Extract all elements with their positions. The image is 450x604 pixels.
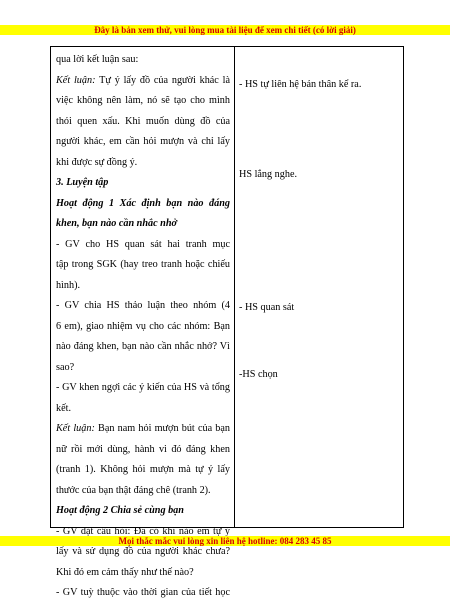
text-line bbox=[56, 296, 230, 317]
line-text: qua lời kết luận sau: bbox=[56, 54, 139, 65]
line-text: Hoạt động 2 Chia sẻ cùng bạn bbox=[56, 505, 184, 516]
text-line bbox=[56, 255, 230, 276]
line-text: - GV cho HS quan sát hai tranh mục bbox=[56, 238, 230, 250]
line-text: Tự ý lấy đồ của người khác là bbox=[95, 74, 230, 86]
conclusion-label: Kết luận: bbox=[56, 423, 95, 434]
text-line bbox=[56, 276, 230, 297]
line-text: (tranh 1). Không hỏi mượn mà tự ý lấy bbox=[56, 464, 230, 475]
preview-banner-text: Đây là bản xem thử, vui lòng mua tài liệu để xem chi tiết (có lời giải) bbox=[94, 25, 356, 35]
text-line bbox=[56, 460, 230, 481]
text-line bbox=[56, 173, 230, 194]
conclusion-label: Kết luận: bbox=[56, 74, 96, 86]
text-line bbox=[56, 501, 230, 522]
text-line bbox=[56, 481, 230, 502]
teacher-activities-text bbox=[56, 50, 230, 604]
text-line bbox=[56, 153, 230, 174]
line-text: - GV khen ngợi các ý kiến của HS và tổng bbox=[56, 382, 230, 393]
hotline-banner-text: Mọi thắc mắc vui lòng xin liên hệ hotline: 084 283 45 85 bbox=[118, 536, 332, 546]
line-text: Khi đó em cảm thấy như thế nào? bbox=[56, 566, 194, 578]
text-line bbox=[56, 214, 230, 235]
line-text: nữ rồi mới dùng, hành vi đó đáng khen bbox=[56, 443, 230, 455]
line-text: - GV đặt câu hỏi: Đã có khi nào em tự ý bbox=[56, 525, 230, 537]
text-line bbox=[56, 194, 230, 215]
text-line bbox=[56, 583, 230, 604]
line-text: việc không nên làm, nó sẽ tạo cho mình bbox=[56, 95, 230, 106]
line-text: thước của bạn thật đáng chê (tranh 2). bbox=[56, 484, 211, 496]
student-activities-cell bbox=[235, 47, 404, 528]
student-note: - HS tự liên hệ bản thân kể ra. bbox=[239, 79, 362, 90]
line-text: - GV chia HS thảo luận theo nhóm (4 bbox=[56, 300, 230, 311]
line-text: Bạn nam hỏi mượn bút của bạn bbox=[94, 423, 230, 434]
text-line bbox=[56, 399, 230, 420]
line-text: - GV tuỳ thuộc vào thời gian của tiết học bbox=[56, 587, 230, 598]
line-text: nào đáng khen, bạn nào cần nhắc nhở? Vì bbox=[56, 341, 230, 352]
student-note: - HS quan sát bbox=[239, 302, 295, 313]
line-text: thói quen xấu. Khi muốn dùng đồ của bbox=[56, 115, 230, 127]
text-line bbox=[56, 563, 230, 584]
text-line bbox=[56, 112, 230, 133]
text-line bbox=[56, 132, 230, 153]
text-line bbox=[56, 71, 230, 92]
text-line bbox=[56, 235, 230, 256]
text-line bbox=[56, 419, 230, 440]
line-text: người khác, em cần hỏi mượn và chỉ lấy bbox=[56, 136, 230, 147]
line-text: tập trong SGK (hay treo tranh hoặc chiếu bbox=[56, 259, 230, 270]
line-text: khen, bạn nào cần nhắc nhở bbox=[56, 218, 177, 229]
text-line bbox=[56, 91, 230, 112]
text-line bbox=[56, 317, 230, 338]
text-line bbox=[56, 50, 230, 71]
hotline-banner bbox=[0, 536, 450, 546]
line-text: 6 em), giao nhiệm vụ cho các nhóm: Bạn bbox=[56, 320, 230, 332]
line-text: kết. bbox=[56, 402, 71, 414]
preview-banner bbox=[0, 25, 450, 35]
table-row bbox=[51, 47, 404, 528]
line-text: sao? bbox=[56, 361, 75, 373]
line-text: 3. Luyện tập bbox=[56, 177, 109, 188]
line-text: khi được sự đồng ý. bbox=[56, 156, 138, 168]
line-text: Hoạt động 1 Xác định bạn nào đáng bbox=[56, 197, 230, 209]
student-note: HS lắng nghe. bbox=[239, 169, 298, 180]
line-text: lấy và sử dụng đồ của người khác chưa? bbox=[56, 546, 230, 557]
student-note: -HS chọn bbox=[239, 369, 278, 380]
text-line bbox=[56, 440, 230, 461]
line-text: hình). bbox=[56, 279, 81, 291]
text-line bbox=[56, 358, 230, 379]
text-line bbox=[56, 378, 230, 399]
text-line bbox=[56, 337, 230, 358]
